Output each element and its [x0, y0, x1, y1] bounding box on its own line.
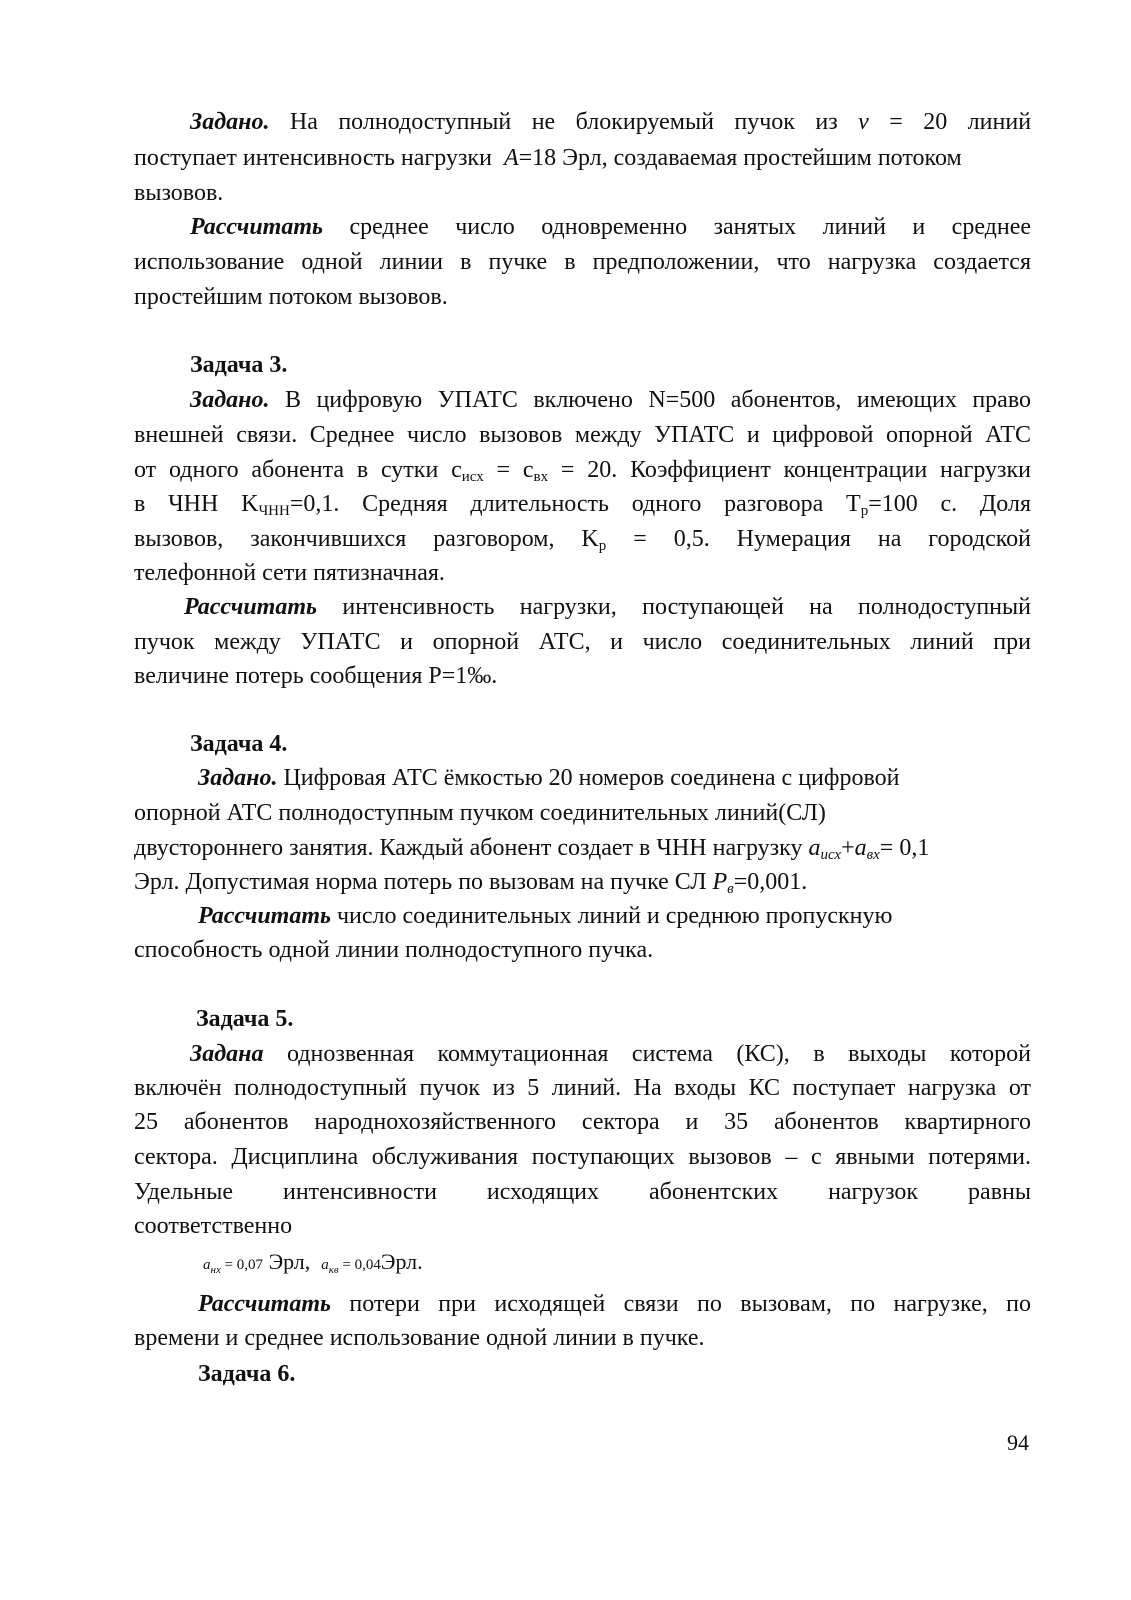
task4-title: Задача 4. [190, 731, 288, 757]
task3-calc-line-2: пучок между УПАТС и опорной АТС, и число соединительных линий при [134, 629, 1031, 655]
task5-line-5: Удельные интенсивности исходящих абонентских нагрузок равны [134, 1179, 1031, 1205]
text-part: = c [483, 457, 534, 483]
text-part: = 20. Коэффициент концентрации нагрузки [548, 457, 1032, 483]
task5-title: Задача 5. [196, 1006, 294, 1032]
subscript: p [860, 503, 869, 519]
task5-line-6: соответственно [134, 1213, 293, 1239]
calc-label: Рассчитать [198, 903, 331, 929]
subscript: ЧНН [258, 503, 290, 519]
task5-line-4: сектора. Дисциплина обслуживания поступающих вызовов – с явными потерями. [134, 1144, 1031, 1170]
text-part: = 0,1 [879, 835, 930, 861]
calc-label: Рассчитать [190, 214, 323, 240]
text-part: Эрл. Допустимая норма потерь по вызовам на пучке СЛ [134, 869, 713, 895]
task3-calc-line-3: величине потерь сообщения P=1‰. [134, 663, 498, 689]
given-label: Задана [190, 1041, 264, 1067]
intro-text: поступает интенсивность нагрузки [134, 145, 492, 171]
text-part: вызовов, закончившихся разговором, K [134, 526, 599, 552]
subscript: нх [210, 1264, 221, 1276]
task3-line-1 [190, 382, 1031, 418]
given-label: Задано. [198, 765, 278, 791]
variable-a: a [854, 835, 867, 861]
task3-title: Задача 3. [190, 352, 288, 378]
formula-unit: Эрл. [380, 1249, 423, 1274]
task5-calc-line-1 [198, 1286, 1031, 1322]
variable-a: a [321, 1257, 329, 1273]
task3-line-3 [134, 452, 1031, 488]
intro-calc-line-3: простейшим потоком вызовов. [134, 284, 448, 310]
text-part: =0,1. Средняя длительность одного разговора T [289, 491, 861, 517]
task5-line-1 [190, 1036, 1031, 1072]
formula-unit: Эрл, [263, 1249, 316, 1274]
variable-v: v [858, 109, 869, 135]
given-label: Задано. [190, 109, 270, 135]
intro-line-3: вызовов. [134, 180, 224, 206]
intro-text: =18 Эрл, создаваемая простейшим потоком [518, 145, 962, 171]
variable-a: a [203, 1257, 211, 1273]
text-part: = 0,5. Нумерация на городской [606, 526, 1031, 552]
subscript: в [727, 881, 734, 897]
subscript: исх [461, 469, 484, 485]
text-part: от одного абонента в сутки c [134, 457, 462, 483]
given-label: Задано. [190, 387, 270, 413]
page-number: 94 [1007, 1430, 1029, 1455]
task3-line-4 [134, 486, 1031, 522]
calc-text: среднее число одновременно занятых линий и среднее [349, 214, 1032, 240]
intro-text: На полнодоступный не блокируемый пучок из [289, 109, 838, 135]
subscript: p [598, 538, 607, 554]
formula-value: = 0,07 [220, 1257, 264, 1273]
task3-text: В цифровую УПАТС включено N=500 абонентов, имеющих право [284, 387, 1031, 413]
task4-calc-line-2: способность одной линии полнодоступного пучка. [134, 937, 654, 963]
text-part: =0,001. [733, 869, 808, 895]
calc-text: интенсивность нагрузки, поступающей на полнодоступный [342, 594, 1031, 620]
calc-label: Рассчитать [184, 594, 317, 620]
calc-text: потери при исходящей связи по вызовам, по нагрузке, по [349, 1291, 1032, 1317]
subscript: кв [328, 1264, 339, 1276]
variable-p: P [712, 869, 728, 895]
text-part: + [841, 835, 855, 861]
task3-line-2: внешней связи. Среднее число вызовов между УПАТС и цифровой опорной АТС [134, 422, 1031, 448]
text-part: в ЧНН K [134, 491, 259, 517]
task4-line-1 [198, 760, 1095, 796]
subscript: вх [533, 469, 549, 485]
intro-calc-line-1 [190, 209, 1031, 245]
task4-calc-line-1 [198, 898, 1095, 934]
intro-line-1 [190, 104, 1031, 140]
task4-text: Цифровая АТС ёмкостью 20 номеров соединена с цифровой [283, 765, 900, 791]
subscript: исх [820, 847, 842, 863]
task4-line-4 [134, 864, 1031, 900]
text-part: =100 с. Доля [868, 491, 1031, 517]
task5-line-2: включён полнодоступный пучок из 5 линий. На входы КС поступает нагрузка от [134, 1075, 1031, 1101]
intro-text-tail: = 20 линий [889, 109, 1032, 135]
variable-a: A [503, 145, 519, 171]
task6-title: Задача 6. [198, 1361, 296, 1387]
calc-text: число соединительных линий и среднюю пропускную [336, 903, 893, 929]
task4-line-3 [134, 830, 1031, 866]
text-part: двустороннего занятия. Каждый абонент создает в ЧНН нагрузку [134, 835, 809, 861]
task5-line-3: 25 абонентов народнохозяйственного сектора и 35 абонентов квартирного [134, 1109, 1031, 1135]
calc-label: Рассчитать [198, 1291, 331, 1317]
task5-calc-line-2: времени и среднее использование одной линии в пучке. [134, 1325, 705, 1351]
intro-line-2 [134, 140, 1031, 176]
intro-calc-line-2: использование одной линии в пучке в предположении, что нагрузка создается [134, 249, 1031, 275]
task4-line-2: опорной АТС полнодоступным пучком соединительных линий(СЛ) [134, 800, 826, 826]
task3-line-6: телефонной сети пятизначная. [134, 560, 445, 586]
variable-a: a [808, 835, 821, 861]
task5-formula [203, 1246, 423, 1286]
subscript: вх [866, 847, 880, 863]
formula-value: = 0,04 [338, 1257, 381, 1273]
task3-calc-line-1 [184, 589, 1031, 625]
task3-line-5 [134, 521, 1031, 557]
task5-text: однозвенная коммутационная система (КС), в выходы которой [286, 1041, 1032, 1067]
